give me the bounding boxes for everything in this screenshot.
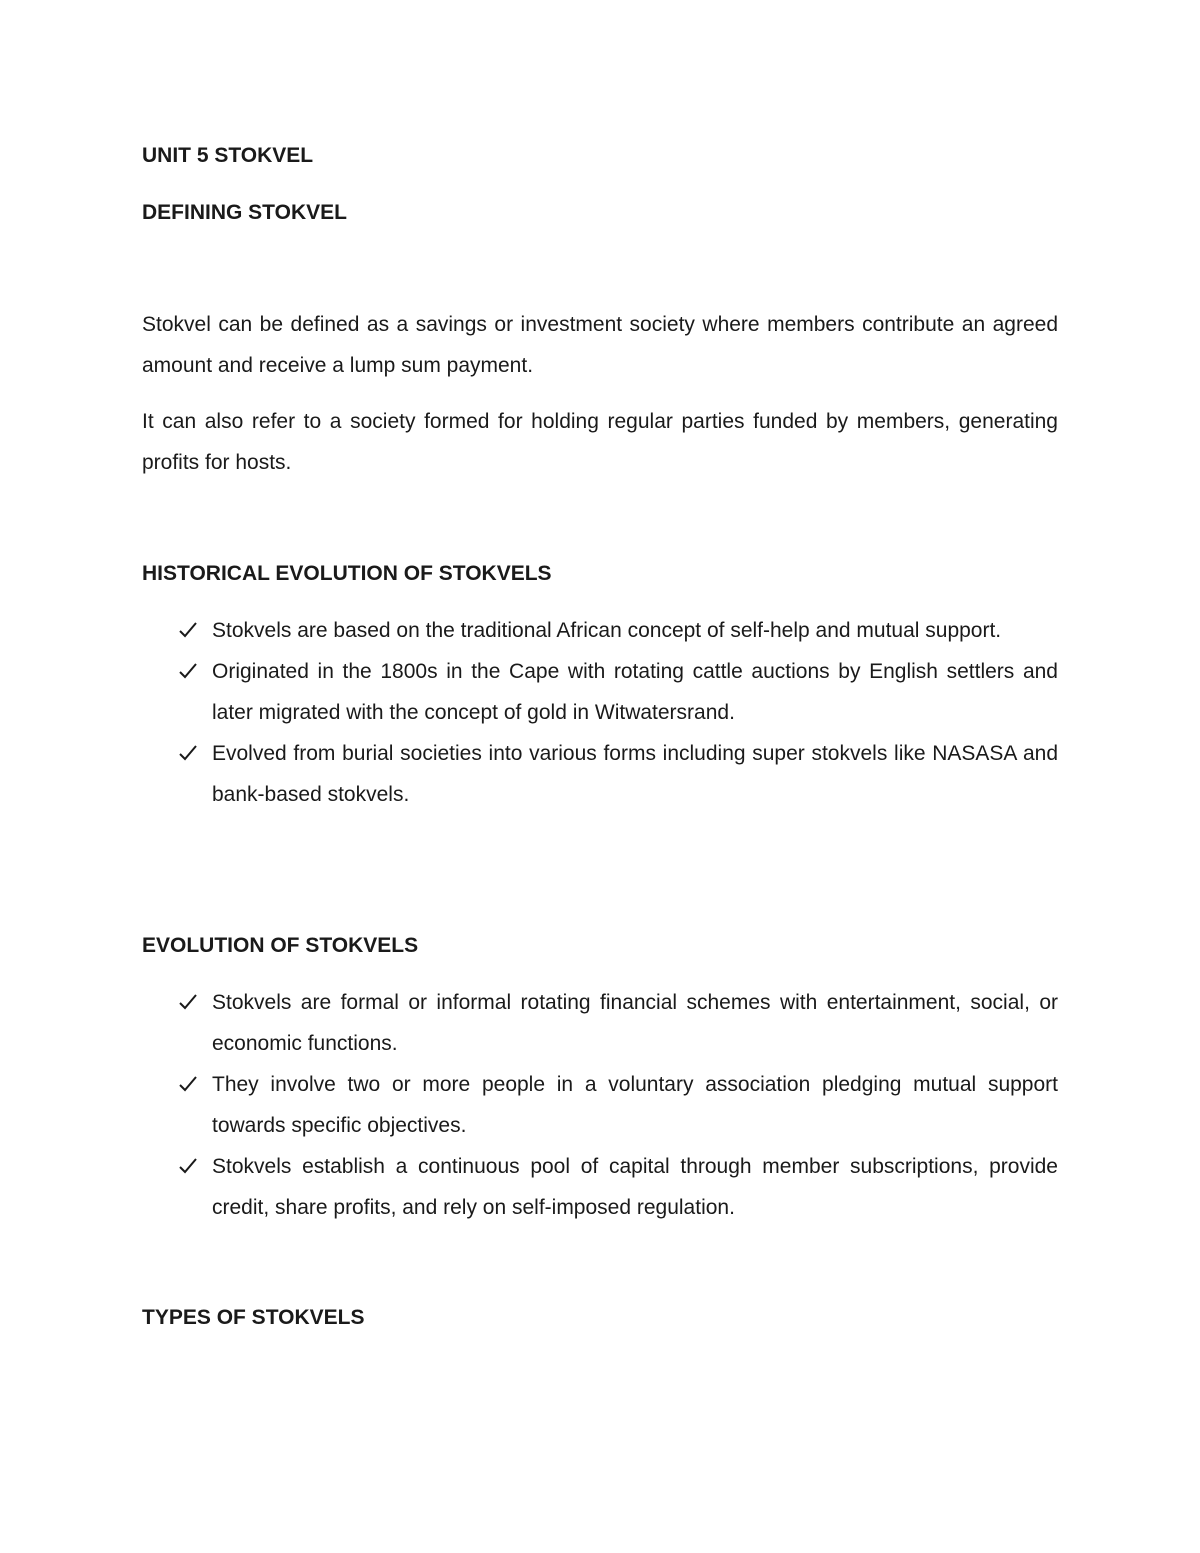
list-item: [142, 651, 1058, 733]
list-item: [142, 610, 1058, 651]
section-heading-evolution: EVOLUTION OF STOKVELS: [142, 934, 419, 957]
definition-paragraph-1: Stokvel can be defined as a savings or investment society where members contribute an agreed amount and receive a lump sum payment.: [142, 313, 1058, 377]
list-item: [142, 1064, 1058, 1146]
unit-title: UNIT 5 STOKVEL: [142, 144, 314, 167]
section-heading-historical: HISTORICAL EVOLUTION OF STOKVELS: [142, 562, 552, 585]
section-heading-types: TYPES OF STOKVELS: [142, 1306, 365, 1329]
list-item: [142, 733, 1058, 815]
list-item: [142, 1146, 1058, 1228]
list-item-text: Stokvels are based on the traditional African concept of self-help and mutual support.: [212, 619, 1002, 642]
list-item-text: Stokvels establish a continuous pool of capital through member subscriptions, provide credit, share profits, and rely on self-imposed regulation.: [212, 1155, 1058, 1219]
list-item: [142, 982, 1058, 1064]
list-item-text: Originated in the 1800s in the Cape with rotating cattle auctions by English settlers and later migrated with the concept of gold in Witwatersrand.: [212, 660, 1058, 724]
list-item-text: Stokvels are formal or informal rotating financial schemes with entertainment, social, or economic functions.: [212, 991, 1058, 1055]
checkmark-icon: [178, 1146, 200, 1187]
checkmark-icon: [178, 733, 200, 774]
definition-paragraph-2: It can also refer to a society formed for holding regular parties funded by members, generating profits for hosts.: [142, 410, 1058, 474]
checkmark-icon: [178, 610, 200, 651]
checkmark-icon: [178, 982, 200, 1023]
evolution-checklist: [142, 982, 1058, 1228]
checkmark-icon: [178, 1064, 200, 1105]
list-item-text: Evolved from burial societies into various forms including super stokvels like NASASA and bank-based stokvels.: [212, 742, 1058, 806]
section-heading-defining: DEFINING STOKVEL: [142, 201, 347, 224]
historical-checklist: [142, 610, 1058, 815]
list-item-text: They involve two or more people in a voluntary association pledging mutual support towards specific objectives.: [212, 1073, 1058, 1137]
checkmark-icon: [178, 651, 200, 692]
